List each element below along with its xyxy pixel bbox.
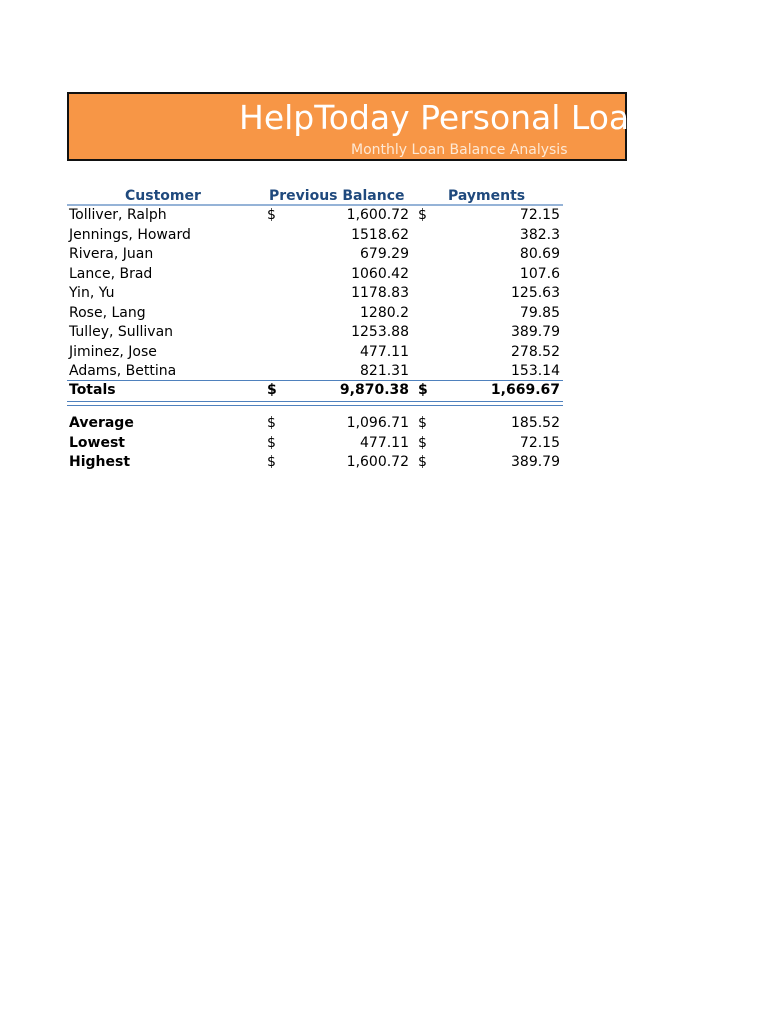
currency-symbol: $ [267, 454, 276, 470]
stat-label[interactable]: Lowest [69, 434, 125, 451]
payment-cell[interactable]: 107.6 [519, 265, 560, 282]
currency-symbol: $ [418, 382, 428, 398]
currency-symbol: $ [418, 454, 427, 470]
payment-cell[interactable]: 80.69 [519, 246, 560, 262]
sheet-subtitle[interactable]: Monthly Loan Balance Analysis [351, 142, 568, 158]
payment-cell[interactable]: 153.14 [511, 363, 560, 379]
table-row [67, 343, 563, 363]
payment-cell[interactable]: 389.79 [511, 324, 560, 340]
header-payments[interactable]: Payments [448, 188, 526, 204]
table-row [67, 323, 563, 343]
table-row [67, 362, 563, 382]
previous-balance-cell[interactable]: 1253.88 [351, 324, 409, 340]
previous-balance-cell[interactable]: 1518.62 [351, 226, 409, 243]
stat-row-average [67, 414, 563, 434]
previous-balance-cell[interactable]: 1060.42 [351, 265, 409, 282]
payment-cell[interactable]: 72.15 [519, 207, 560, 223]
customer-name-cell[interactable]: Jiminez, Jose [69, 343, 157, 360]
title-banner [67, 92, 668, 161]
stat-balance-cell[interactable]: 477.11 [360, 434, 409, 451]
currency-symbol: $ [267, 207, 276, 223]
table-row [67, 245, 563, 265]
totals-row [67, 381, 563, 401]
table-row [67, 284, 563, 304]
stat-payment-cell[interactable]: 185.52 [511, 415, 560, 431]
customer-name-cell[interactable]: Rivera, Juan [69, 246, 154, 262]
customer-name-cell[interactable]: Tolliver, Ralph [69, 207, 167, 223]
header-previous-balance[interactable]: Previous Balance [269, 188, 405, 204]
stat-label[interactable]: Average [69, 415, 134, 431]
previous-balance-cell[interactable]: 1280.2 [360, 304, 409, 321]
customer-name-cell[interactable]: Adams, Bettina [69, 363, 177, 379]
currency-symbol: $ [418, 207, 427, 223]
previous-balance-cell[interactable]: 679.29 [360, 246, 409, 262]
sheet-title[interactable]: HelpToday Personal Loans [239, 98, 668, 137]
currency-symbol: $ [267, 415, 276, 431]
payment-cell[interactable]: 278.52 [511, 343, 560, 360]
table-row [67, 304, 563, 324]
previous-balance-cell[interactable]: 477.11 [360, 343, 409, 360]
payment-cell[interactable]: 382.3 [519, 226, 560, 243]
table-row [67, 265, 563, 285]
spreadsheet [67, 92, 668, 482]
stat-row-lowest [67, 434, 563, 454]
payment-cell[interactable]: 125.63 [511, 285, 560, 301]
total-balance-cell[interactable]: 9,870.38 [339, 382, 409, 398]
previous-balance-cell[interactable]: 821.31 [360, 363, 409, 379]
customer-name-cell[interactable]: Jennings, Howard [69, 226, 191, 243]
customer-name-cell[interactable]: Yin, Yu [69, 285, 115, 301]
stat-balance-cell[interactable]: 1,600.72 [346, 454, 409, 470]
column-header-row [67, 186, 563, 206]
totals-double-border [67, 401, 563, 406]
currency-symbol: $ [267, 382, 277, 398]
stat-payment-cell[interactable]: 72.15 [519, 434, 560, 451]
stat-label[interactable]: Highest [69, 454, 131, 470]
table-row [67, 206, 563, 226]
stat-payment-cell[interactable]: 389.79 [511, 454, 560, 470]
stat-row-highest [67, 453, 563, 473]
currency-symbol: $ [418, 434, 427, 451]
table-row [67, 226, 563, 246]
currency-symbol: $ [418, 415, 427, 431]
customer-name-cell[interactable]: Tulley, Sullivan [69, 324, 174, 340]
customer-name-cell[interactable]: Rose, Lang [69, 304, 146, 321]
total-payment-cell[interactable]: 1,669.67 [490, 382, 560, 398]
stat-balance-cell[interactable]: 1,096.71 [346, 415, 409, 431]
currency-symbol: $ [267, 434, 276, 451]
payment-cell[interactable]: 79.85 [519, 304, 560, 321]
header-customer[interactable]: Customer [125, 188, 201, 204]
customer-name-cell[interactable]: Lance, Brad [69, 265, 153, 282]
previous-balance-cell[interactable]: 1178.83 [351, 285, 409, 301]
totals-label[interactable]: Totals [69, 382, 116, 398]
previous-balance-cell[interactable]: 1,600.72 [346, 207, 409, 223]
